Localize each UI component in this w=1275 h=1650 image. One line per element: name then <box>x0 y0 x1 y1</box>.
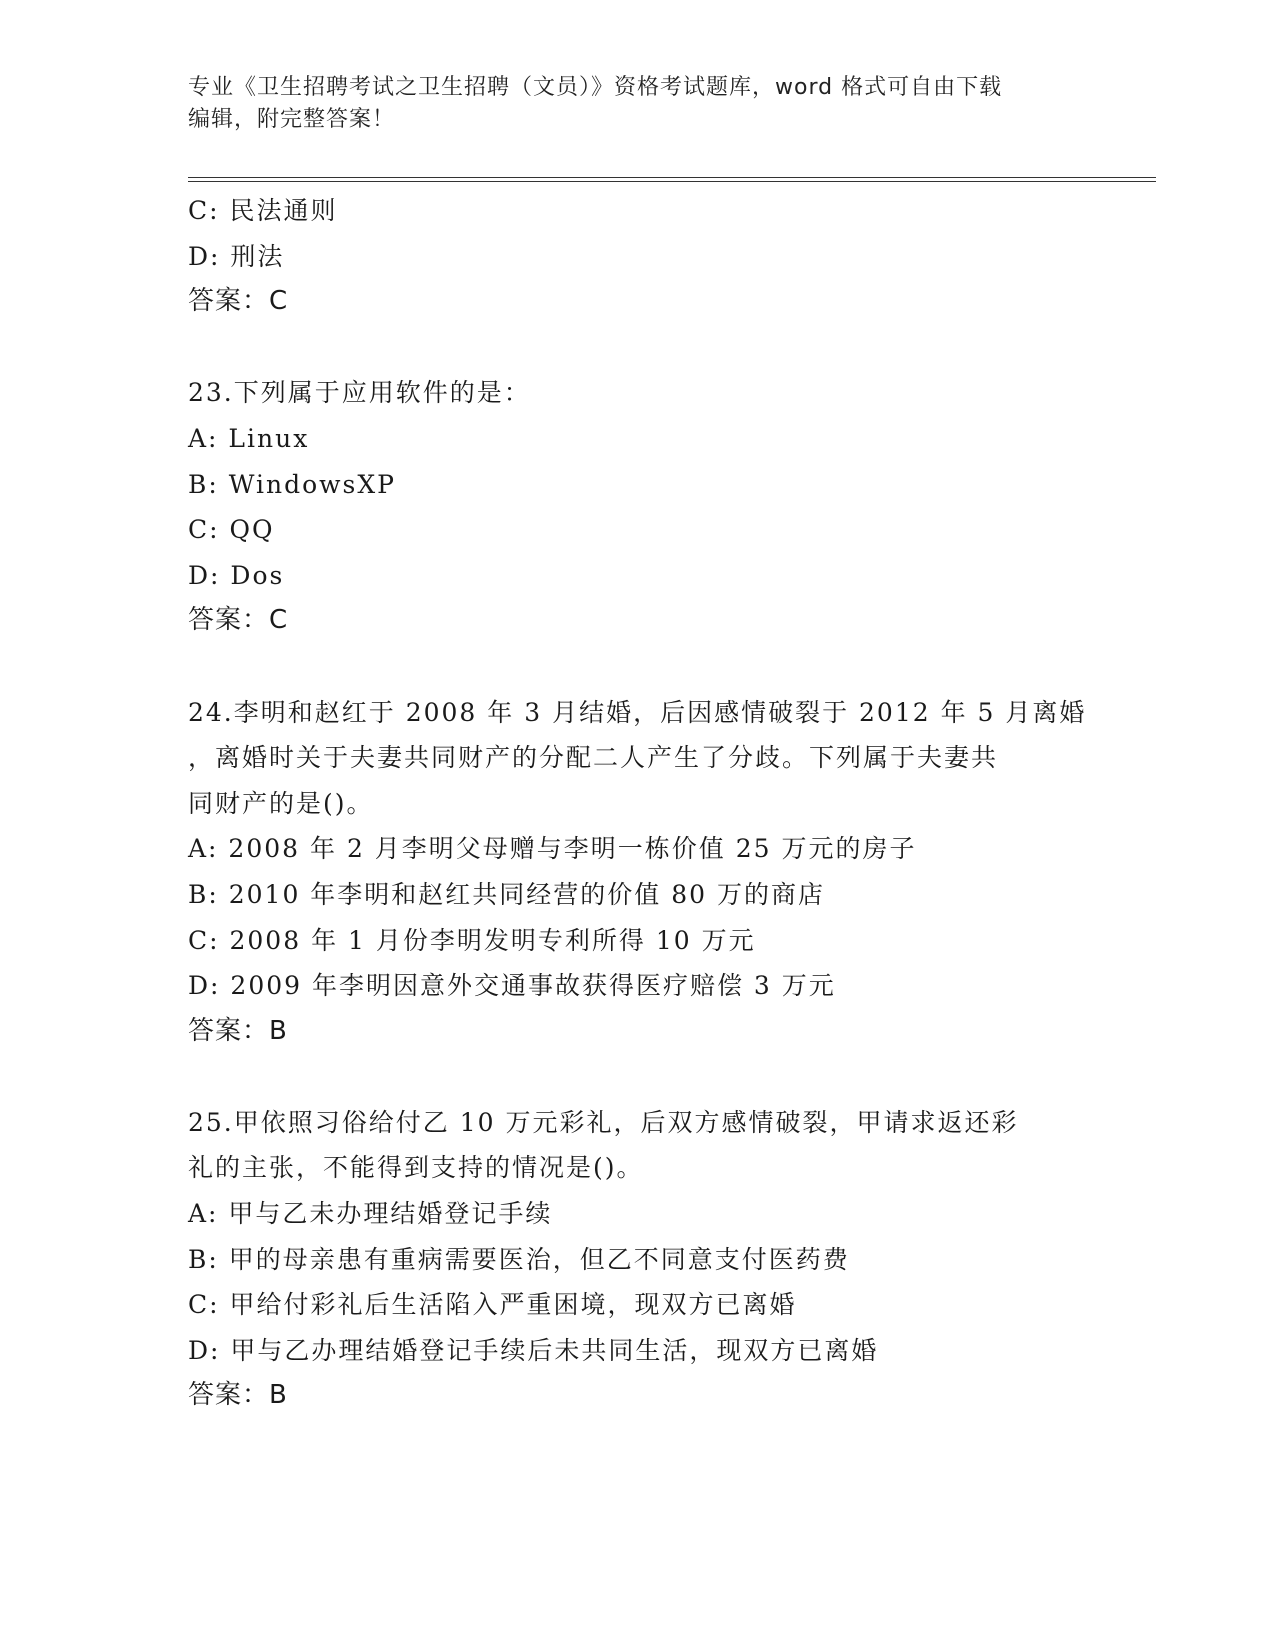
option-a: A: 2008 年 2 月李明父母赠与李明一栋价值 25 万元的房子 <box>188 834 917 864</box>
answer-label: 答案：B <box>188 1015 288 1046</box>
header-divider <box>188 177 1156 182</box>
option-d: D: Dos <box>188 560 285 590</box>
option-c: C: 民法通则 <box>188 196 338 225</box>
header-line-1: 专业《卫生招聘考试之卫生招聘（文员）》资格考试题库，word 格式可自由下载 <box>188 75 1003 100</box>
question-23 <box>188 370 1088 644</box>
page-header <box>188 72 1088 136</box>
option-d: D: 刑法 <box>188 241 285 271</box>
option-c: C: 甲给付彩礼后生活陷入严重困境，现双方已离婚 <box>188 1290 797 1320</box>
option-b: B: 2010 年李明和赵红共同经营的价值 80 万的商店 <box>188 879 826 909</box>
option-b: B: 甲的母亲患有重病需要医治，但乙不同意支付医药费 <box>188 1244 850 1274</box>
header-line-2: 编辑，附完整答案！ <box>188 107 396 132</box>
option-c: C: 2008 年 1 月份李明发明专利所得 10 万元 <box>188 925 756 955</box>
question-stem-line-1: 25.甲依照习俗给付乙 10 万元彩礼，后双方感情破裂，甲请求返还彩 <box>188 1107 1019 1137</box>
question-stem-line-2: ，离婚时关于夫妻共同财产的分配二人产生了分歧。下列属于夫妻共 <box>188 743 999 773</box>
question-content <box>188 188 1088 1419</box>
answer-label: 答案：B <box>188 1380 288 1411</box>
question-24 <box>188 690 1088 1055</box>
question-stem-line-1: 24.李明和赵红于 2008 年 3 月结婚，后因感情破裂于 2012 年 5 月离婚 <box>188 697 1087 727</box>
question-stem: 23.下列属于应用软件的是： <box>188 378 531 408</box>
option-a: A: Linux <box>188 423 310 453</box>
question-stem-line-3: 同财产的是()。 <box>188 788 374 818</box>
option-d: D: 2009 年李明因意外交通事故获得医疗赔偿 3 万元 <box>188 971 836 1001</box>
answer-label: 答案：C <box>188 286 289 317</box>
question-22-tail <box>188 188 1088 325</box>
question-stem-line-2: 礼的主张，不能得到支持的情况是()。 <box>188 1153 644 1183</box>
option-a: A: 甲与乙未办理结婚登记手续 <box>188 1199 553 1229</box>
spacer <box>188 1054 1088 1100</box>
answer-label: 答案：C <box>188 605 289 636</box>
option-d: D: 甲与乙办理结婚登记手续后未共同生活，现双方已离婚 <box>188 1335 879 1365</box>
option-c: C: QQ <box>188 515 275 545</box>
spacer <box>188 644 1088 690</box>
spacer <box>188 325 1088 371</box>
option-b: B: WindowsXP <box>188 469 396 499</box>
question-25 <box>188 1100 1088 1419</box>
